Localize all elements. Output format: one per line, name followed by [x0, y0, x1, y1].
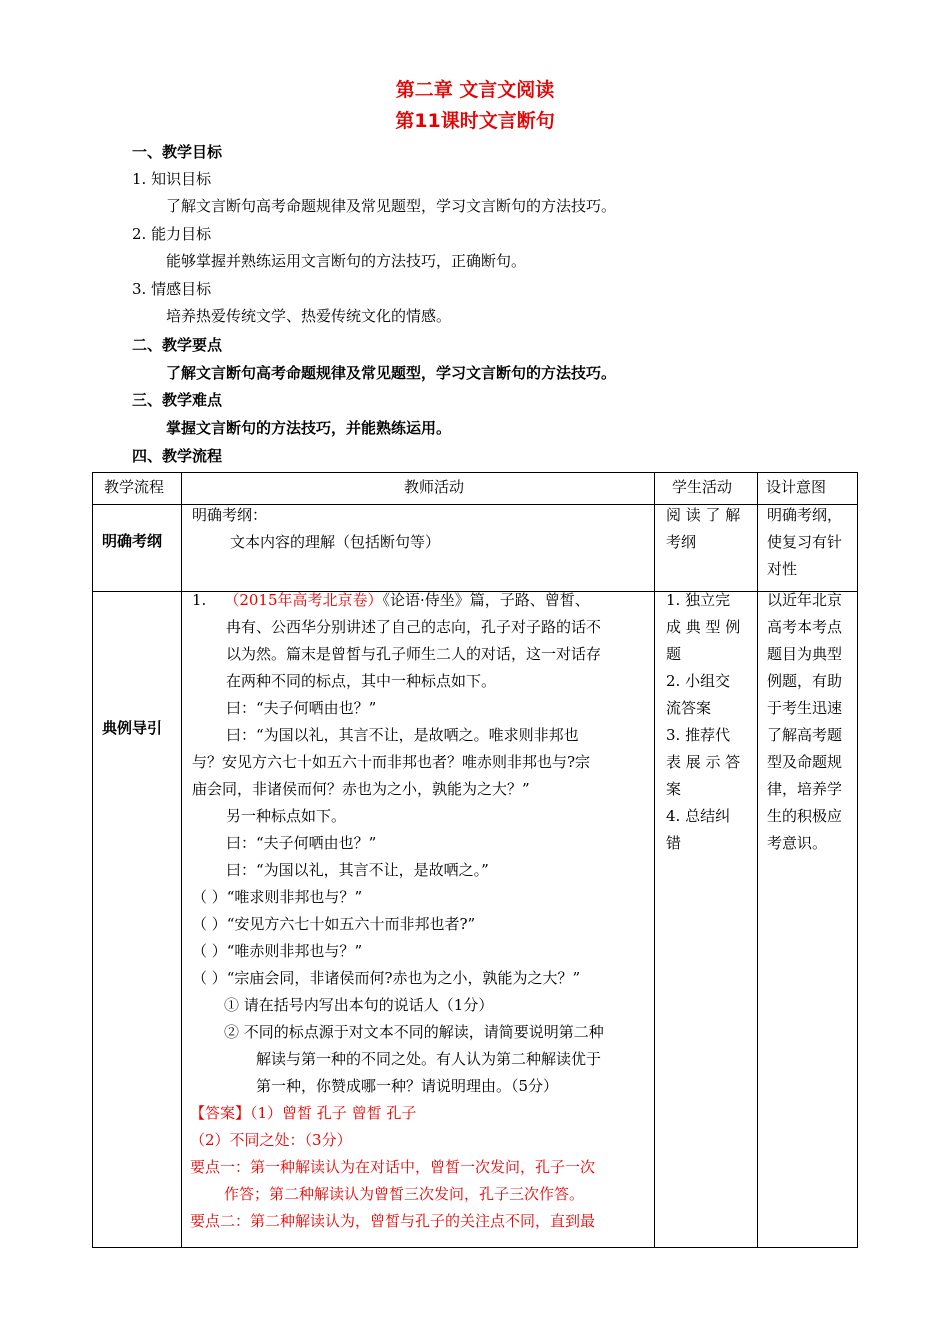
section-heading-objectives: 一、教学目标: [132, 143, 223, 161]
objective-ability-text: 能够掌握并熟练运用文言断句的方法技巧，正确断句。: [166, 252, 527, 270]
objective-knowledge: 1. 知识目标: [132, 170, 212, 188]
student-step-1b: 成 典 型 例: [666, 618, 741, 636]
intent-example-10: 考意识。: [767, 834, 828, 852]
keypoints-text: 了解文言断句高考命题规律及常见题型，学习文言断句的方法技巧。: [166, 364, 617, 382]
intent-example-4: 例题，有助: [767, 672, 843, 690]
header-intent: 设计意图: [766, 478, 827, 496]
speaker-blank-1: （ ）“唯求则非邦也与？”: [192, 888, 363, 906]
example-intro-3: 以为然。篇末是曾皙与孔子师生二人的对话，这一对话存: [226, 645, 602, 663]
student-syllabus-line1: 阅 读 了 解: [666, 506, 741, 524]
student-step-4b: 错: [666, 834, 682, 852]
answer-line-2: （2）不同之处：（3分）: [190, 1131, 352, 1149]
section-heading-process: 四、教学流程: [132, 447, 223, 465]
example-intro-1: 《论语·侍坐》篇，子路、曾皙、: [382, 591, 590, 609]
student-step-2b: 流答案: [666, 699, 712, 717]
intent-example-7: 型及命题规: [767, 753, 843, 771]
example-number: 1.: [192, 591, 207, 609]
teacher-syllabus-line2: 文本内容的理解（包括断句等）: [230, 533, 441, 551]
version-b-line-1: 曰：“夫子何哂由也？”: [226, 834, 377, 852]
student-step-1c: 题: [666, 645, 682, 663]
intent-syllabus-line1: 明确考纲，: [767, 506, 843, 524]
intent-example-1: 以近年北京: [767, 591, 843, 609]
task-2-line-2: 解读与第一种的不同之处。有人认为第二种解读优于: [256, 1050, 602, 1068]
version-b-line-2: 曰：“为国以礼，其言不让，是故哂之。”: [226, 861, 489, 879]
student-step-3a: 3. 推荐代: [666, 726, 731, 744]
lesson-title: 第11课时文言断句: [395, 110, 555, 132]
example-line-1: [192, 587, 590, 614]
row-label-examples: 典例导引: [102, 719, 163, 737]
answer-line-3: 要点一：第一种解读认为在对话中，曾皙一次发问，孔子一次: [190, 1158, 596, 1176]
objective-knowledge-text: 了解文言断句高考命题规律及常见题型，学习文言断句的方法技巧。: [166, 197, 617, 215]
answer-line-1: 【答案】（1）曾皙 孔子 曾皙 孔子: [190, 1104, 417, 1122]
answer-line-4: 作答；第二种解读认为曾皙三次发问，孔子三次作答。: [224, 1185, 585, 1203]
section-heading-difficulties: 三、教学难点: [132, 391, 223, 409]
example-source: （2015年高考北京卷）: [224, 591, 383, 609]
example-intro-2: 冉有、公西华分别讲述了自己的志向，孔子对子路的话不: [226, 618, 602, 636]
row-label-syllabus: 明确考纲: [102, 532, 163, 550]
student-syllabus-line2: 考纲: [666, 533, 697, 551]
intent-syllabus-line2: 使复习有针: [767, 533, 843, 551]
task-2-line-1: ② 不同的标点源于对文本不同的解读，请简要说明第二种: [224, 1023, 604, 1041]
speaker-blank-2: （ ）“安见方六七十如五六十而非邦也者?”: [192, 915, 476, 933]
objective-emotion: 3. 情感目标: [132, 280, 212, 298]
student-step-3b: 表 展 示 答: [666, 753, 741, 771]
intent-example-2: 高考本考点: [767, 618, 843, 636]
intent-syllabus-line3: 对性: [767, 560, 798, 578]
section-heading-keypoints: 二、教学要点: [132, 336, 223, 354]
header-student: 学生活动: [672, 478, 733, 496]
header-process: 教学流程: [104, 478, 165, 496]
intent-example-3: 题目为典型: [767, 645, 843, 663]
version-a-line-1: 曰：“夫子何哂由也？”: [226, 699, 377, 717]
student-step-4a: 4. 总结纠: [666, 807, 731, 825]
version-a-line-2: 曰：“为国以礼，其言不让，是故哂之。唯求则非邦也: [226, 726, 579, 744]
version-b-intro: 另一种标点如下。: [226, 807, 347, 825]
chapter-title: 第二章 文言文阅读: [395, 79, 555, 101]
objective-ability: 2. 能力目标: [132, 225, 212, 243]
student-step-1a: 1. 独立完: [666, 591, 731, 609]
task-2-line-3: 第一种，你赞成哪一种？请说明理由。（5分）: [256, 1077, 559, 1095]
example-intro-4: 在两种不同的标点，其中一种标点如下。: [226, 672, 497, 690]
intent-example-9: 生的积极应: [767, 807, 843, 825]
header-teacher: 教师活动: [404, 478, 465, 496]
answer-line-5: 要点二：第二种解读认为，曾皙与孔子的关注点不同，直到最: [190, 1212, 596, 1230]
intent-example-8: 律，培养学: [767, 780, 843, 798]
objective-emotion-text: 培养热爱传统文学、热爱传统文化的情感。: [166, 307, 452, 325]
teaching-process-table: [92, 472, 858, 1248]
difficulties-text: 掌握文言断句的方法技巧，并能熟练运用。: [166, 419, 452, 437]
student-step-2a: 2. 小组交: [666, 672, 731, 690]
intent-example-6: 了解高考题: [767, 726, 843, 744]
student-step-3c: 案: [666, 780, 682, 798]
teacher-syllabus-line1: 明确考纲：: [192, 506, 268, 524]
version-a-line-4: 庙会同，非诸侯而何？赤也为之小，孰能为之大？”: [192, 780, 530, 798]
speaker-blank-4: （ ）“宗庙会同，非诸侯而何?赤也为之小，孰能为之大？”: [192, 969, 581, 987]
version-a-line-3: 与？安见方六七十如五六十而非邦也者？唯赤则非邦也与?宗: [192, 753, 591, 771]
intent-example-5: 于考生迅速: [767, 699, 843, 717]
speaker-blank-3: （ ）“唯赤则非邦也与？”: [192, 942, 363, 960]
task-1: ① 请在括号内写出本句的说话人（1分）: [224, 996, 494, 1014]
